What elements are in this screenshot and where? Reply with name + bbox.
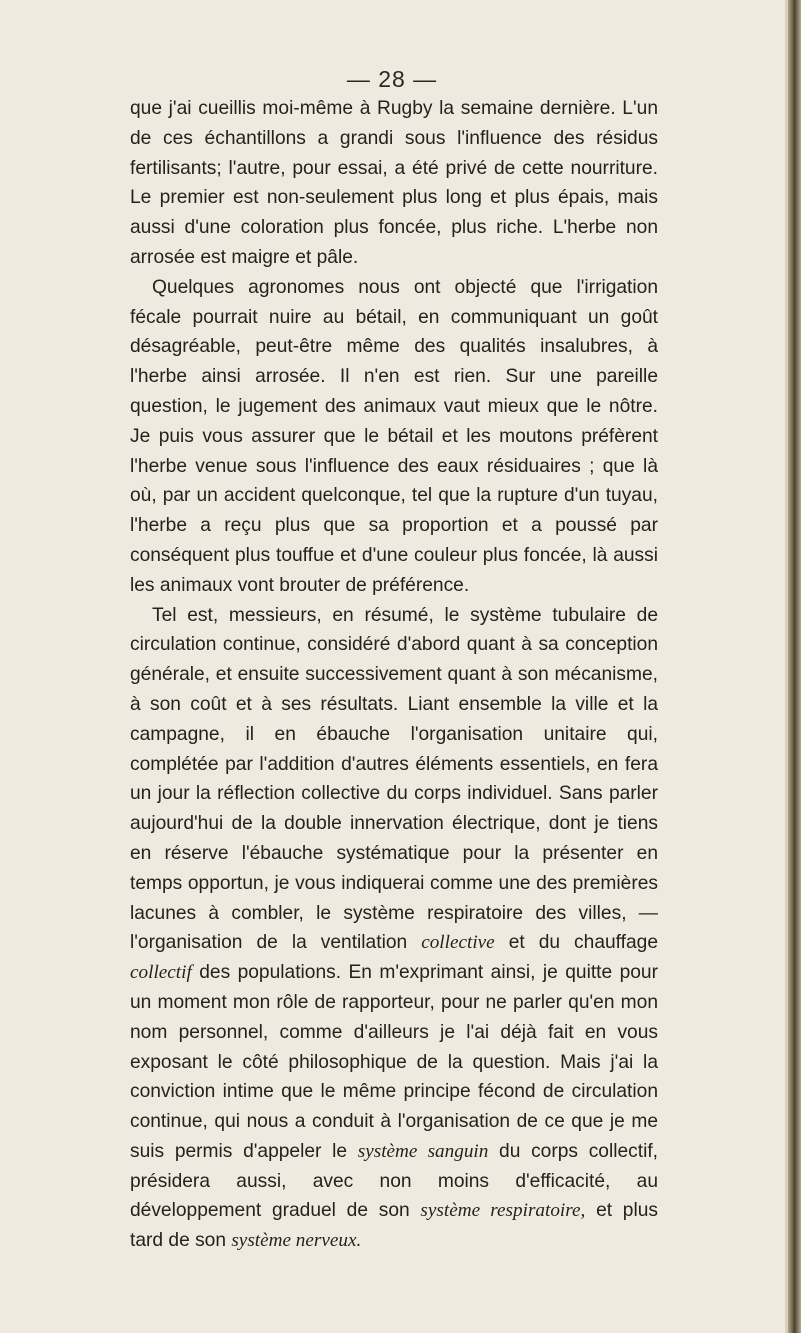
- paragraph-3-text: Tel est, messieurs, en résumé, le système tubulaire de circulation continue, considéré d'abord quant à sa conception générale, et ensuite successivement quant à son mécanisme, à son coût et à ses résultats. Liant ensemble la ville et la campagne, il en ébauche l'organisation unitaire qui, complétée par l'addition d'autres éléments essentiels, en fera un jour la réflection collective du corps individuel. Sans parler aujourd'hui de la double innervation électrique, dont je tiens en réserve l'ébauche systématique pour la présenter en temps opportun, je vous indiquerai comme une des premières lacunes à combler, le système respiratoire des villes, — l'organisation de la ventilation: [130, 604, 658, 954]
- paragraph-2: [130, 273, 658, 601]
- paragraph-1-text: que j'ai cueillis moi-même à Rugby la semaine dernière. L'un de ces échantillons a grandi sous l'influence des résidus fertilisants; l'autre, pour essai, a été privé de cette nourriture. Le premier est non-seulement plus long et plus épais, mais aussi d'une coloration plus foncée, plus riche. L'herbe non arrosée est maigre et pâle.: [130, 98, 658, 268]
- emphasis-collective: collective: [421, 932, 495, 954]
- emphasis-collectif: collectif: [130, 962, 192, 984]
- body-text: [130, 94, 658, 1256]
- emphasis-systeme-sanguin: système sanguin: [357, 1140, 489, 1162]
- paragraph-1: [130, 94, 658, 273]
- paragraph-3-text: et du chauffage: [494, 932, 658, 954]
- emphasis-systeme-nerveux: système nerveux.: [231, 1230, 362, 1252]
- paragraph-3-text: et plus tard de son: [130, 1200, 659, 1252]
- paragraph-3-text: des populations. En m'exprimant ainsi, je quitte pour un moment mon rôle de rapporteur, pour ne parler qu'en mon nom personnel, comme d'ailleurs je l'ai déjà fait en vous exposant le côté philosophique de la question. Mais j'ai la conviction intime que le même principe fécond de circulation continue, qui nous a conduit à l'organisation de ce que je me suis permis d'appeler le: [130, 962, 658, 1162]
- paragraph-3: [130, 601, 658, 1257]
- page-binding-edge: [785, 0, 801, 1333]
- paragraph-2-text: Quelques agronomes nous ont objecté que l'irrigation fécale pourrait nuire au bétail, en communiquant un goût désagréable, peut-être même des qualités insalubres, à l'herbe ainsi arrosée. Il n'en est rien. Sur une pareille question, le jugement des animaux vaut mieux que le nôtre. Je puis vous assurer que le bétail et les moutons préfèrent l'herbe venue sous l'influence des eaux résiduaires ; que là où, par un accident quelconque, tel que la rupture d'un tuyau, l'herbe a reçu plus que sa proportion et a poussé par conséquent plus touffue et d'une couleur plus foncée, là aussi les animaux vont brouter de préférence.: [130, 276, 658, 596]
- emphasis-systeme-respiratoire: système respiratoire,: [420, 1200, 586, 1222]
- page-number: — 28 —: [346, 66, 438, 92]
- paragraph-3-text: du corps collectif, présidera aussi, avec non moins d'efficacité, au développement graduel de son: [130, 1140, 659, 1222]
